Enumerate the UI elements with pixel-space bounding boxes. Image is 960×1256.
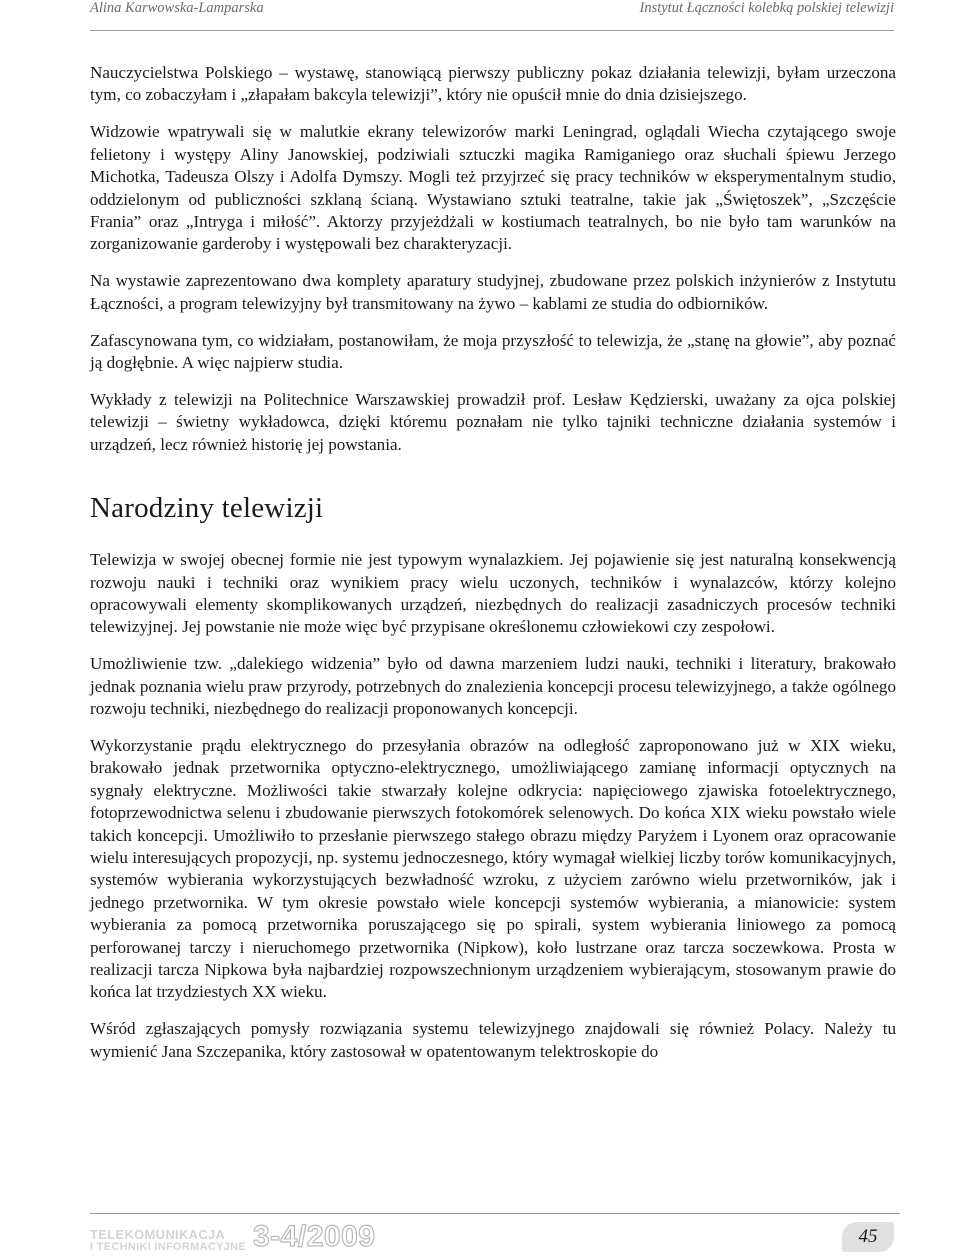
journal-brand-line1: TELEKOMUNIKACJA: [90, 1227, 226, 1242]
page-number: 45: [842, 1222, 894, 1252]
paragraph: Nauczycielstwa Polskiego – wystawę, stanowiącą pierwszy publiczny pokaz działania telewizji, byłam urzeczona tym, co zobaczyłam i „złapałam bakcyla telewizji”, który nie opuścił mnie do dnia dzisiejszego.: [90, 63, 896, 105]
page-footer: [90, 1213, 900, 1254]
section-heading: Narodziny telewizji: [90, 492, 324, 525]
issue-number: 3-4/2009: [253, 1220, 376, 1253]
header-article-title: Instytut Łączności kolebką polskiej telewizji: [639, 0, 894, 16]
paragraph: Umożliwienie tzw. „dalekiego widzenia” było od dawna marzeniem ludzi nauki, techniki i literatury, brakowało jednak poznania wielu praw przyrody, potrzebnych do znalezienia koncepcji procesu telewizyjnego, a także ogólnego rozwoju techniki, niezbędnego do realizacji proponowanych koncepcji.: [90, 654, 896, 719]
header-author: Alina Karwowska-Lamparska: [90, 0, 264, 16]
paragraph: Wykorzystanie prądu elektrycznego do przesyłania obrazów na odległość zaproponowano już w XIX wieku, brakowało jednak przetwornika optyczno-elektrycznego, umożliwiającego zamianę informacji optycznych na sygnały elektryczne. Możliwości takie stwarzały kolejne odkrycia: napięciowego zjawiska fotoelektrycznego, fotoprzewodnictwa selenu i zbudowanie pierwszych fotokomórek selenowych. Do końca XIX wieku powstało wiele takich koncepcji. Umożliwiło to przesłanie pierwszego stałego obrazu między Paryżem i Lyonem oraz opracowanie wielu interesujących propozycji, np. systemu jednoczesnego, który wymagał wielkiej liczby torów komunikacyjnych, systemów wybierania wykorzystujących bezwładność wzroku, z użyciem zarówno wielu przetworników, jak i jednego przetwornika. W tym okresie powstało wiele koncepcji systemów wybierania, a mianowicie: system wybierania za pomocą przetwornika poruszającego się po spirali, system wybierania liniowego za pomocą perforowanej tarczy i nieruchomego przetwornika (Nipkow), koło lustrzane oraz tarcza soczewkowa. Prosta w realizacji tarcza Nipkowa była najbardziej rozpowszechnionym urządzeniem wybierającym, stosowanym prawie do końca lat trzydziestych XX wieku.: [90, 735, 896, 1002]
journal-brand-line2: I TECHNIKI INFORMACYJNE: [90, 1241, 247, 1253]
paragraph: Wykłady z telewizji na Politechnice Warszawskiej prowadził prof. Lesław Kędzierski, uważany za ojca polskiej telewizji – świetny wykładowca, dzięki któremu poznałam nie tylko tajniki techniczne działania systemów i urządzeń, lecz również historię jej powstania.: [90, 389, 896, 454]
paragraph: Na wystawie zaprezentowano dwa komplety aparatury studyjnej, zbudowane przez polskich inżynierów z Instytutu Łączności, a program telewizyjny był transmitowany na żywo – kablami ze studia do odbiorników.: [90, 271, 896, 313]
paragraph: Zafascynowana tym, co widziałam, postanowiłam, że moja przyszłość to telewizja, że „stanę na głowie”, aby poznać ją dogłębnie. A więc najpierw studia.: [90, 330, 896, 372]
running-header: [90, 0, 894, 31]
paragraph: Wśród zgłaszających pomysły rozwiązania systemu telewizyjnego znajdowali się również Polacy. Należy tu wymienić Jana Szczepanika, który zastosował w opatentowanym telektroskopie do: [90, 1019, 896, 1061]
paragraph: Telewizja w swojej obecnej formie nie jest typowym wynalazkiem. Jej pojawienie się jest naturalną konsekwencją rozwoju nauki i techniki oraz wynikiem pracy wielu uczonych, techników i wynalazców, którzy kolejno opracowywali elementy skomplikowanych urządzeń, niezbędnych do realizacji zasadniczych procesów techniki telewizyjnej. Jej powstanie nie może więc być przypisane określonemu człowiekowi czy zespołowi.: [90, 550, 896, 637]
article-body: [90, 62, 896, 1078]
paragraph: Widzowie wpatrywali się w malutkie ekrany telewizorów marki Leningrad, oglądali Wiecha czytającego swoje felietony i występy Aliny Janowskiej, podziwiali sztuczki magika Ramiganiego oraz słuchali śpiewu Jerzego Michotka, Tadeusza Olszy i Adolfa Dymszy. Mogli też przyjrzeć się pracy techników w eksperymentalnym studio, oddzielonym od publiczności szklaną ścianą. Wystawiano sztuki teatralne, takie jak „Świętoszek”, „Szczęście Frania” oraz „Intryga i miłość”. Aktorzy przyjeżdżali w kostiumach teatralnych, bo nie było tam warunków na zorganizowanie garderoby i występowali bez charakteryzacji.: [90, 122, 896, 254]
